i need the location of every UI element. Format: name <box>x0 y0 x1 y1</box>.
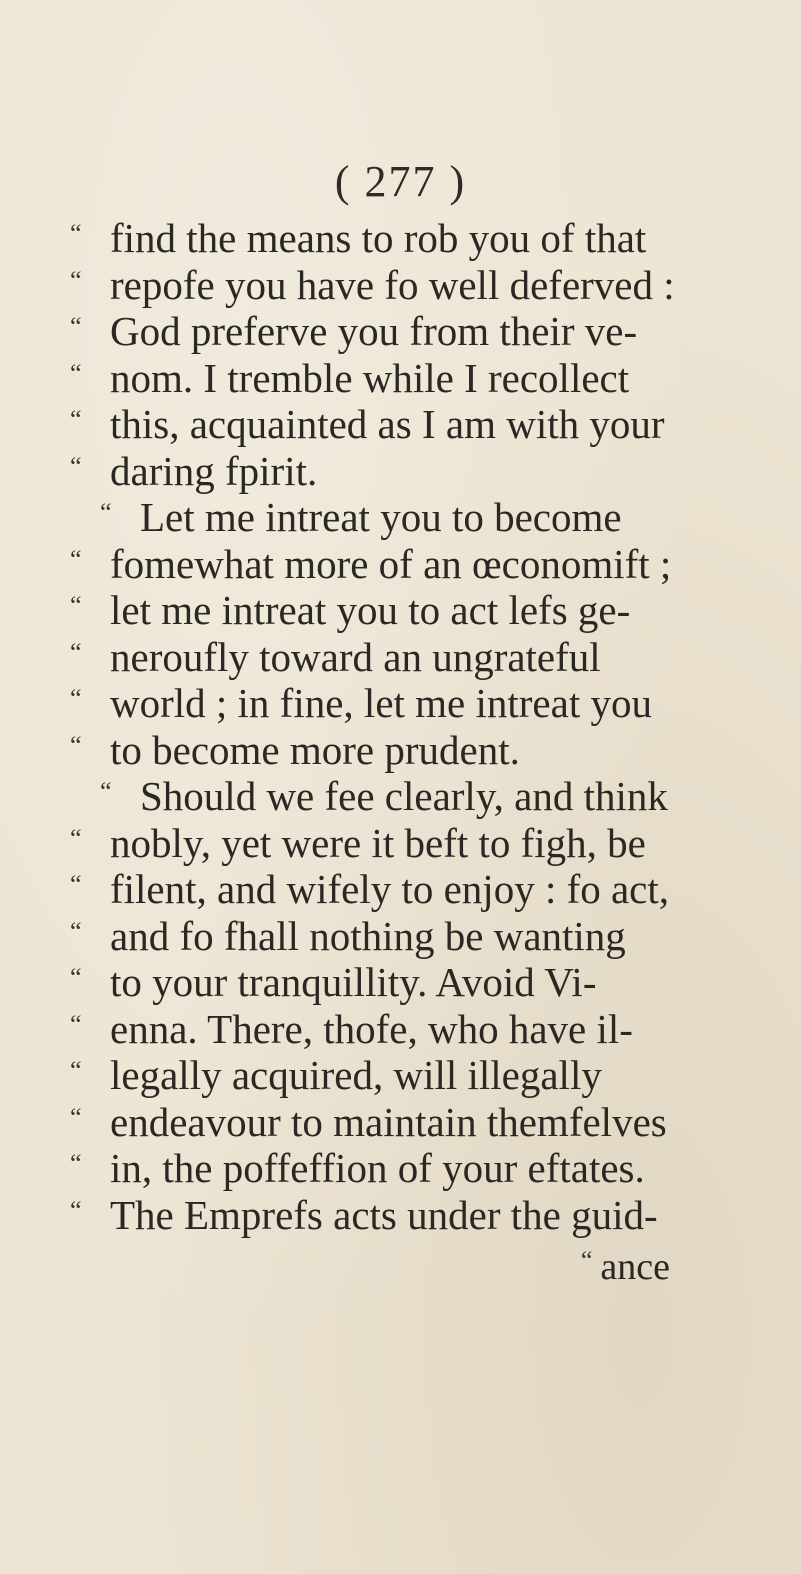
text-line <box>70 819 800 867</box>
line-text: to become more prudent. <box>110 726 520 773</box>
line-text: find the means to rob you of that <box>110 215 647 261</box>
text-lines <box>70 215 800 1238</box>
line-text: neroufly toward an ungrateful <box>110 633 601 680</box>
page-number: ( 277 ) <box>334 157 467 206</box>
line-text: nom. I tremble while I recollect <box>110 354 630 401</box>
quote-mark: “ <box>70 1009 82 1039</box>
quote-mark: “ <box>70 1056 82 1085</box>
text-line <box>70 959 800 1006</box>
line-text: Let me intreat you to become <box>140 494 622 540</box>
quote-mark: “ <box>70 684 82 713</box>
quote-mark: “ <box>70 870 82 899</box>
quote-mark: “ <box>70 219 82 248</box>
quote-mark: “ <box>70 823 82 853</box>
text-line <box>70 447 800 495</box>
text-line <box>70 401 800 448</box>
quote-mark: “ <box>70 312 82 341</box>
quote-mark: “ <box>70 1149 82 1178</box>
line-text: legally acquired, will illegally <box>110 1052 602 1098</box>
quote-mark: “ <box>70 358 82 388</box>
line-text: this, acquainted as I am with your <box>110 401 665 447</box>
text-line <box>70 1145 800 1192</box>
quote-mark: “ <box>100 777 112 806</box>
quote-mark: “ <box>580 1246 593 1275</box>
line-text: to your tranquillity. Avoid Vi- <box>110 959 597 1005</box>
line-text: let me intreat you to act lefs ge- <box>110 587 631 633</box>
line-text: and fo fhall nothing be wanting <box>110 912 626 959</box>
line-text: filent, and wifely to enjoy : fo act, <box>110 866 670 912</box>
text-line <box>70 866 800 913</box>
quote-mark: “ <box>70 637 82 667</box>
line-text: enna. There, thofe, who have il- <box>110 1005 633 1052</box>
text-line <box>70 1005 800 1053</box>
quote-mark: “ <box>70 265 82 295</box>
quote-mark: “ <box>70 963 82 992</box>
quote-mark: “ <box>70 451 82 481</box>
line-text: nobly, yet were it beft to figh, be <box>110 819 646 866</box>
text-line <box>70 587 800 634</box>
text-line <box>70 633 800 681</box>
text-line <box>70 1052 800 1099</box>
text-line <box>70 215 800 262</box>
body-text <box>70 215 800 1288</box>
quote-mark: “ <box>70 405 82 434</box>
quote-mark: “ <box>100 498 112 527</box>
line-text: fomewhat more of an œconomift ; <box>110 540 672 587</box>
text-line <box>70 1098 800 1146</box>
quote-mark: “ <box>70 1102 82 1132</box>
quote-mark: “ <box>70 730 82 760</box>
text-line <box>100 494 800 541</box>
catchword: ance <box>600 1246 670 1288</box>
text-line <box>70 1191 800 1239</box>
text-line <box>70 680 800 727</box>
line-text: The Emprefs acts under the guid- <box>110 1191 658 1238</box>
quote-mark: “ <box>70 1195 82 1225</box>
text-line <box>70 912 800 960</box>
text-line <box>100 773 800 820</box>
quote-mark: “ <box>70 591 82 620</box>
line-text: in, the poffeffion of your eftates. <box>110 1145 645 1191</box>
line-text: endeavour to maintain themfelves <box>110 1098 667 1145</box>
line-text: daring fpirit. <box>110 447 318 494</box>
text-line <box>70 540 800 588</box>
quote-mark: “ <box>70 916 82 946</box>
text-line <box>70 308 800 355</box>
text-line <box>70 354 800 402</box>
line-text: God preferve you from their ve- <box>110 308 638 354</box>
line-text: Should we fee clearly, and think <box>140 773 668 819</box>
text-line <box>70 261 800 309</box>
text-line <box>70 726 800 774</box>
catchword-line <box>110 1238 800 1288</box>
quote-mark: “ <box>70 544 82 574</box>
line-text: world ; in fine, let me intreat you <box>110 680 652 726</box>
line-text: repofe you have fo well deferved : <box>110 261 675 308</box>
